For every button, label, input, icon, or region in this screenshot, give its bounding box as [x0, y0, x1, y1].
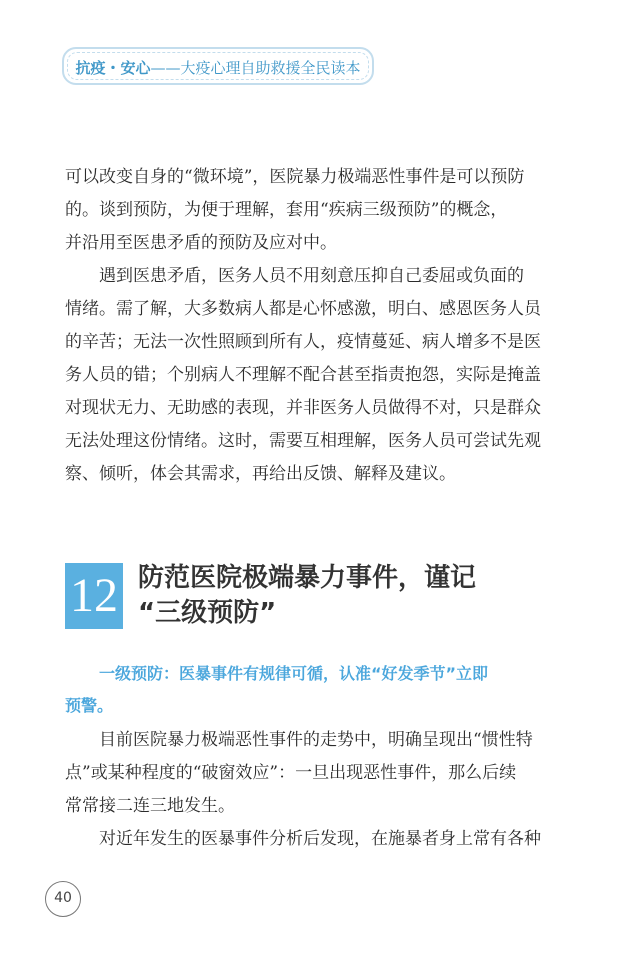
paragraph-line: 对现状无力、无助感的表现，并非医务人员做得不对，只是群众: [65, 398, 541, 418]
book-title-sub: ——大疫心理自助救援全民读本: [150, 59, 361, 77]
paragraph-3: [65, 724, 575, 823]
highlight-line: 一级预防：医暴事件有规律可循，认准“好发季节”立即: [99, 664, 489, 683]
paragraph-4: [65, 823, 575, 856]
paragraph-line: 情绪。需了解，大多数病人都是心怀感激，明白、感恩医务人员: [65, 299, 541, 319]
paragraph-line: 的辛苦；无法一次性照顾到所有人，疫情蔓延、病人增多不是医: [65, 332, 541, 352]
paragraph-line: 常常接二连三地发生。: [65, 796, 235, 816]
paragraph-line: 目前医院暴力极端恶性事件的走势中，明确呈现出“惯性特: [99, 730, 533, 750]
page-number: 40: [45, 881, 81, 917]
highlight-subheading: [65, 658, 575, 722]
paragraph-line: 察、倾听，体会其需求，再给出反馈、解释及建议。: [65, 464, 456, 484]
running-header: [62, 47, 374, 85]
section-number-badge: 12: [65, 563, 123, 629]
paragraph-line: 点”或某种程度的“破窗效应”：一旦出现恶性事件，那么后续: [65, 763, 517, 783]
section-title-line: 防范医院极端暴力事件，谨记: [138, 563, 477, 593]
running-header-text: [64, 57, 372, 78]
paragraph-1: [65, 161, 575, 260]
paragraph-2: [65, 260, 575, 491]
book-title-lead: 抗疫・安心: [75, 59, 151, 77]
section-title-line: “三级预防”: [138, 598, 277, 628]
paragraph-line: 并沿用至医患矛盾的预防及应对中。: [65, 233, 337, 253]
paragraph-line: 务人员的错；个别病人不理解不配合甚至指责抱怨，实际是掩盖: [65, 365, 541, 385]
section-title: [138, 561, 476, 631]
paragraph-line: 无法处理这份情绪。这时，需要互相理解，医务人员可尝试先观: [65, 431, 541, 451]
paragraph-line: 的。谈到预防，为便于理解，套用“疾病三级预防”的概念，: [65, 200, 508, 220]
paragraph-line: 可以改变自身的“微环境”，医院暴力极端恶性事件是可以预防: [65, 167, 525, 187]
paragraph-line: 对近年发生的医暴事件分析后发现，在施暴者身上常有各种: [99, 829, 541, 849]
paragraph-line: 遇到医患矛盾，医务人员不用刻意压抑自己委屈或负面的: [99, 266, 524, 286]
highlight-line: 预警。: [65, 696, 114, 715]
